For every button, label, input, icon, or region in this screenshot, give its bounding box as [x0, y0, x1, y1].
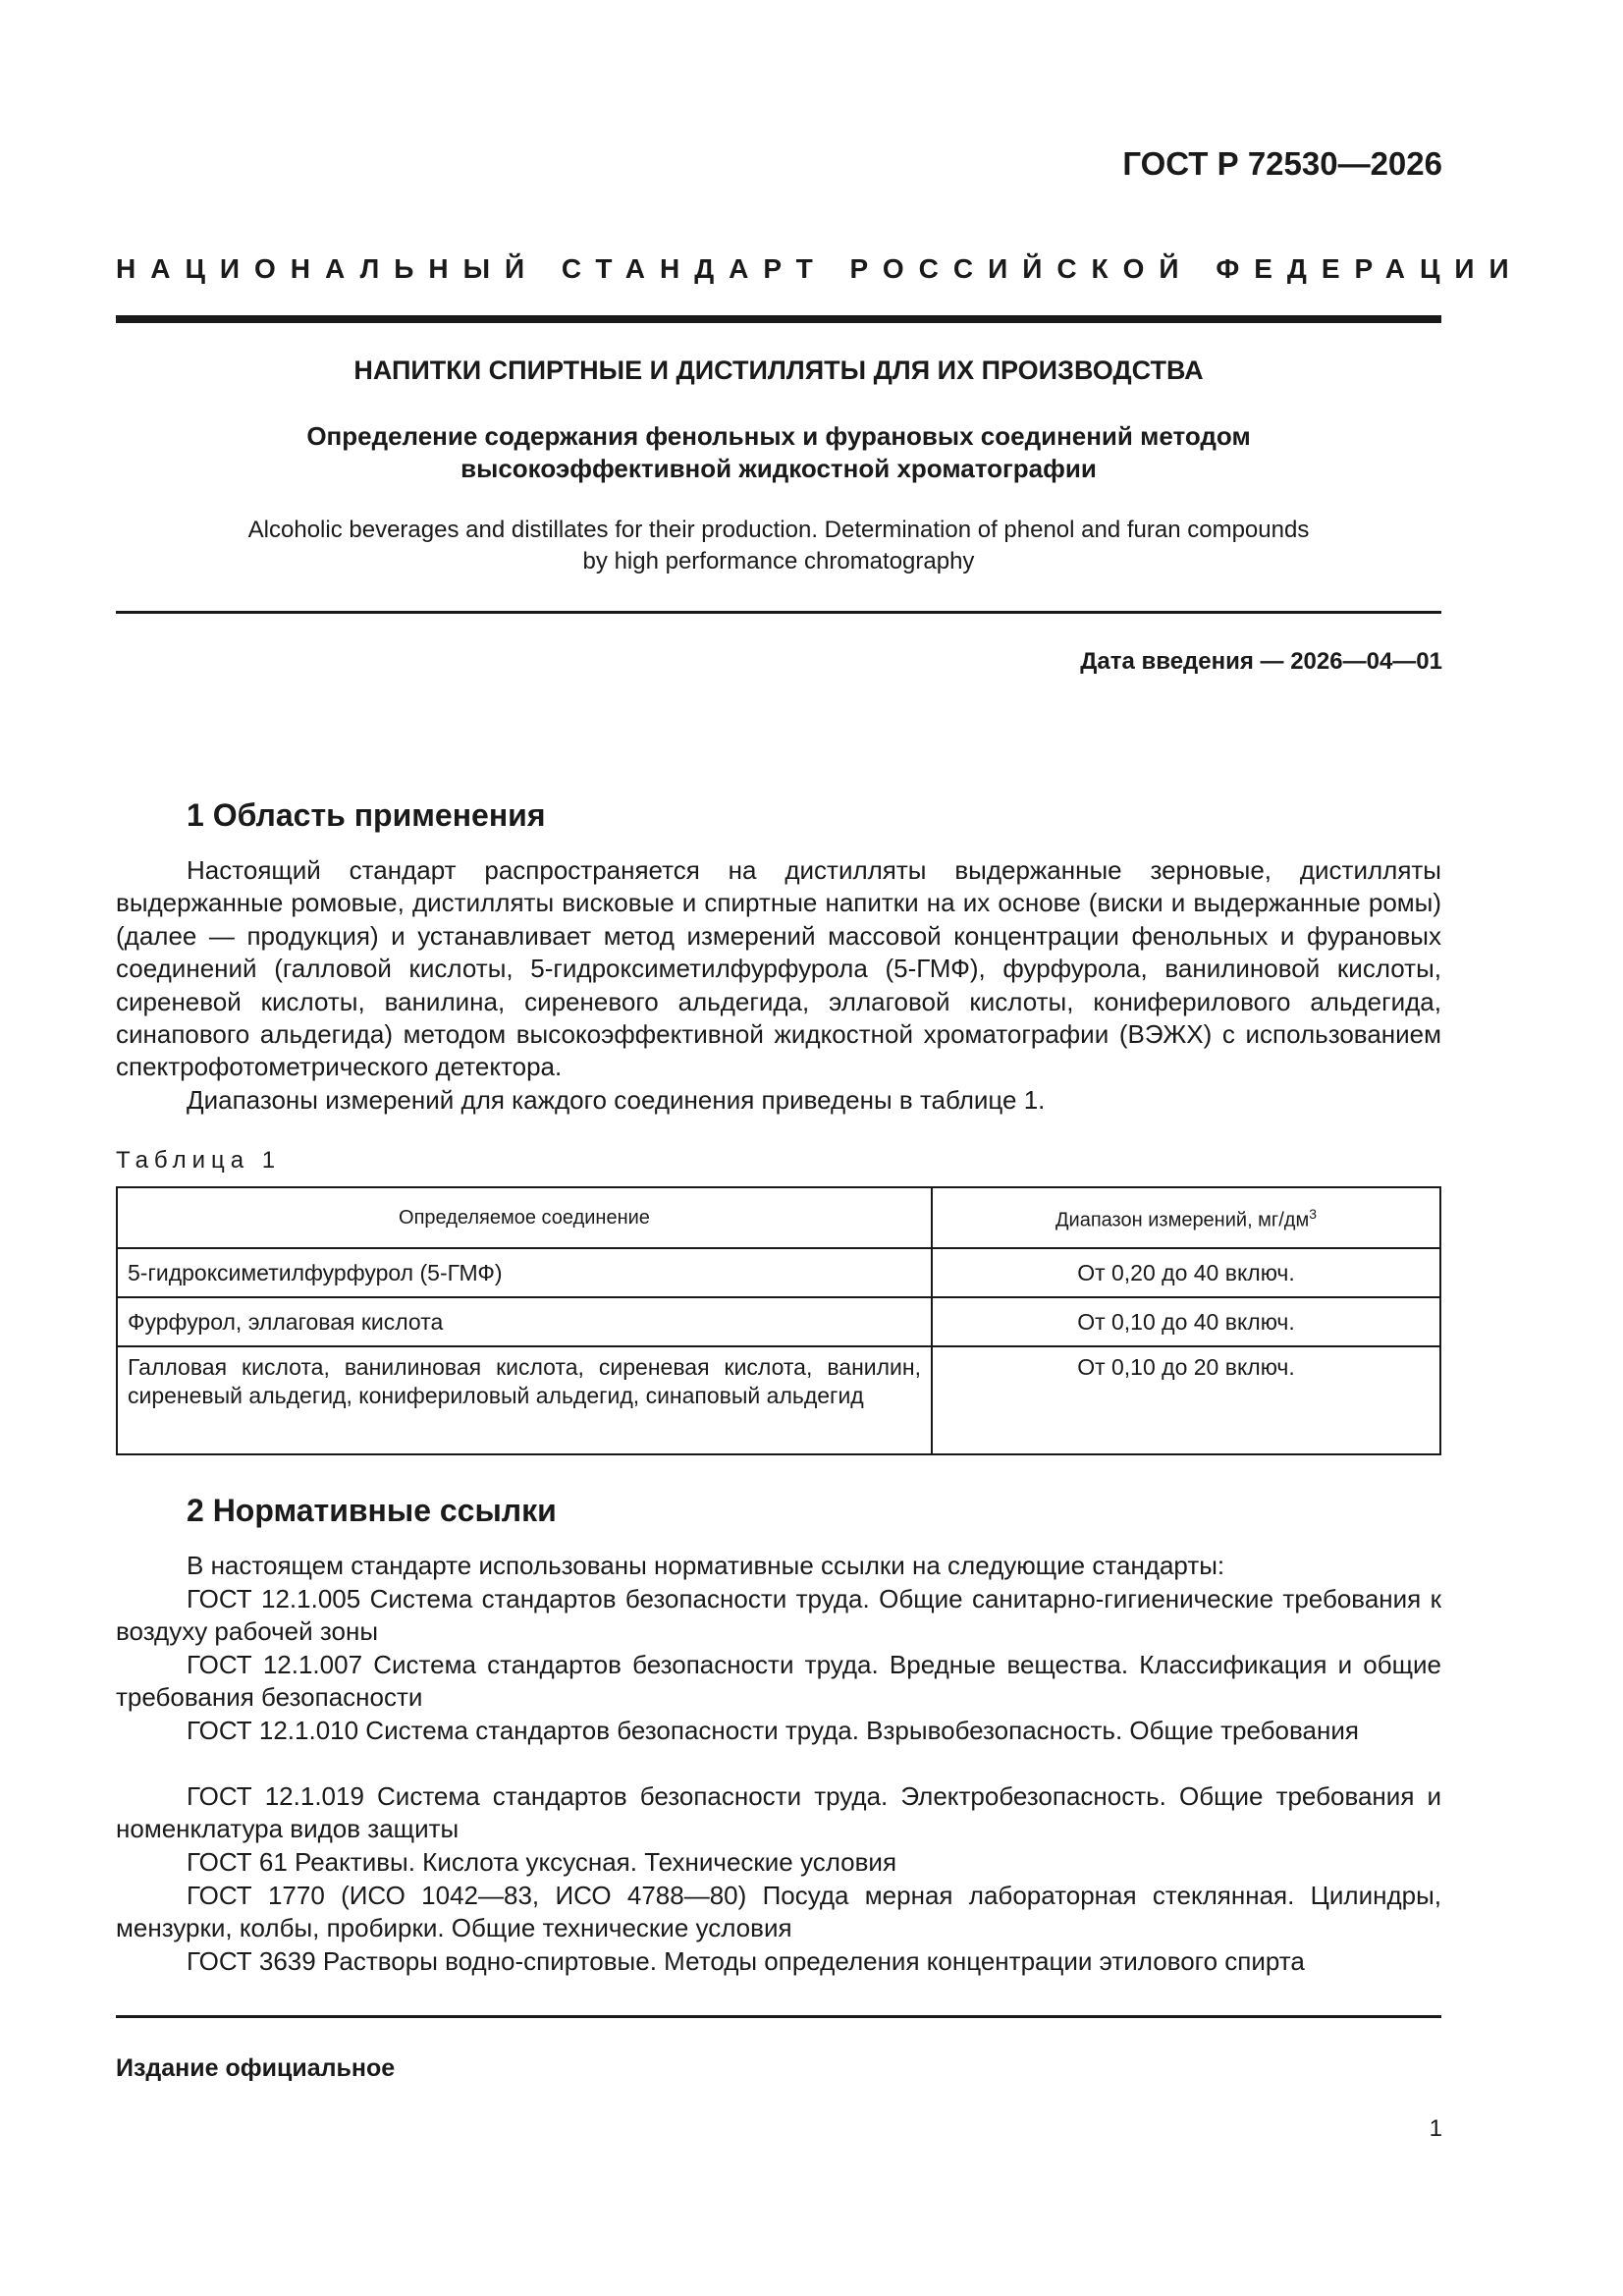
reference-text: ГОСТ 61 Реактивы. Кислота уксусная. Технические условия — [187, 1847, 897, 1877]
section-1-paragraph — [116, 854, 1441, 1084]
subtitle-line: Определение содержания фенольных и фурановых соединений методом — [306, 421, 1251, 451]
reference-text: ГОСТ 12.1.019 Система стандартов безопасности труда. Электробезопасность. Общие требования и номенклатура видов защиты — [116, 1781, 1441, 1844]
reference-item — [116, 1649, 1441, 1715]
table-header-compound: Определяемое соединение — [117, 1187, 932, 1248]
section-2-intro-text: В настоящем стандарте использованы нормативные ссылки на следующие стандарты: — [187, 1551, 1225, 1580]
section-2-heading: 2 Нормативные ссылки — [187, 1493, 557, 1528]
reference-text: ГОСТ 12.1.005 Система стандартов безопасности труда. Общие санитарно-гигиенические требования к воздуху рабочей зоны — [116, 1584, 1441, 1647]
introduction-date: Дата введения — 2026—04—01 — [1080, 648, 1442, 675]
table-cell-compound: Галловая кислота, ванилиновая кислота, сиреневая кислота, ванилин, сиреневый альдегид, конифериловый альдегид, синаповый альдегид — [117, 1346, 932, 1454]
page-number: 1 — [1429, 2115, 1442, 2142]
table-row — [117, 1297, 1440, 1346]
table-cell-range: От 0,10 до 40 включ. — [932, 1297, 1440, 1346]
table-cell-range: От 0,20 до 40 включ. — [932, 1248, 1440, 1297]
section-1-paragraph-2 — [116, 1084, 1441, 1117]
official-edition-label: Издание официальное — [116, 2054, 396, 2082]
section-1-paragraph-text: Настоящий стандарт распространяется на дистилляты выдержанные зерновые, дистилляты выдержанные ромовые, дистилляты висковые и спиртные напитки на их основе (виски и выдержанные ромы) (далее — продукция) и устанавливает метод измерений массовой концентрации фенольных и фурановых соединений (галловой кислоты, 5-гидроксиметилфурфурола (5-ГМФ), фурфурола, ванилиновой кислоты, сиреневой кислоты, ванилина, сиреневого альдегида, эллаговой кислоты, кониферилового альдегида, синапового альдегида) методом высокоэффективной жидкостной хроматографии (ВЭЖХ) с использованием спектрофотометрического детектора. — [116, 855, 1441, 1082]
section-1-heading: 1 Область применения — [187, 797, 546, 833]
subtitle-line: высокоэффективной жидкостной хроматографии — [460, 454, 1097, 483]
reference-text: ГОСТ 12.1.010 Система стандартов безопасности труда. Взрывобезопасность. Общие требования — [187, 1716, 1359, 1745]
table-header-range-sup: 3 — [1309, 1206, 1318, 1223]
table-cell-compound: Фурфурол, эллаговая кислота — [117, 1297, 932, 1346]
reference-item — [116, 1945, 1441, 1978]
english-title-line: Alcoholic beverages and distillates for their production. Determination of phenol and furan compounds — [247, 517, 1310, 543]
section-1-paragraph-2-text: Диапазоны измерений для каждого соединения приведены в таблице 1. — [187, 1085, 1046, 1115]
table-caption: Таблица 1 — [116, 1147, 282, 1174]
table-header-range-text: Диапазон измерений, мг/дм — [1055, 1209, 1310, 1231]
title-divider — [116, 611, 1441, 614]
document-title: НАПИТКИ СПИРТНЫЕ И ДИСТИЛЛЯТЫ ДЛЯ ИХ ПРОИЗВОДСТВА — [353, 355, 1204, 385]
document-subtitle — [116, 420, 1441, 485]
table-row — [117, 1346, 1440, 1454]
table-cell-compound: 5-гидроксиметилфурфурол (5-ГМФ) — [117, 1248, 932, 1297]
reference-item — [116, 1846, 1441, 1879]
table-cell-range: От 0,10 до 20 включ. — [932, 1346, 1440, 1454]
reference-text: ГОСТ 3639 Растворы водно-спиртовые. Методы определения концентрации этилового спирта — [187, 1946, 1305, 1976]
section-2-intro — [116, 1550, 1441, 1582]
standard-number: ГОСТ Р 72530—2026 — [1122, 145, 1442, 182]
table-row — [117, 1248, 1440, 1297]
english-title-line: by high performance chromatography — [582, 548, 975, 574]
english-title — [116, 515, 1441, 577]
national-standard-banner: НАЦИОНАЛЬНЫЙ СТАНДАРТ РОССИЙСКОЙ ФЕДЕРАЦИИ — [116, 253, 1524, 284]
reference-item — [116, 1780, 1441, 1846]
reference-text: ГОСТ 12.1.007 Система стандартов безопасности труда. Вредные вещества. Классификация и общие требования безопасности — [116, 1650, 1441, 1713]
table-header-row — [117, 1187, 1440, 1248]
reference-item — [116, 1715, 1441, 1747]
measurement-range-table — [116, 1186, 1441, 1455]
header-divider — [116, 315, 1441, 323]
reference-item — [116, 1880, 1441, 1945]
reference-item — [116, 1583, 1441, 1649]
reference-text: ГОСТ 1770 (ИСО 1042—83, ИСО 4788—80) Посуда мерная лабораторная стеклянная. Цилиндры, мензурки, колбы, пробирки. Общие технические условия — [116, 1881, 1441, 1943]
footer-divider — [116, 2015, 1441, 2018]
table-header-range — [932, 1187, 1440, 1248]
